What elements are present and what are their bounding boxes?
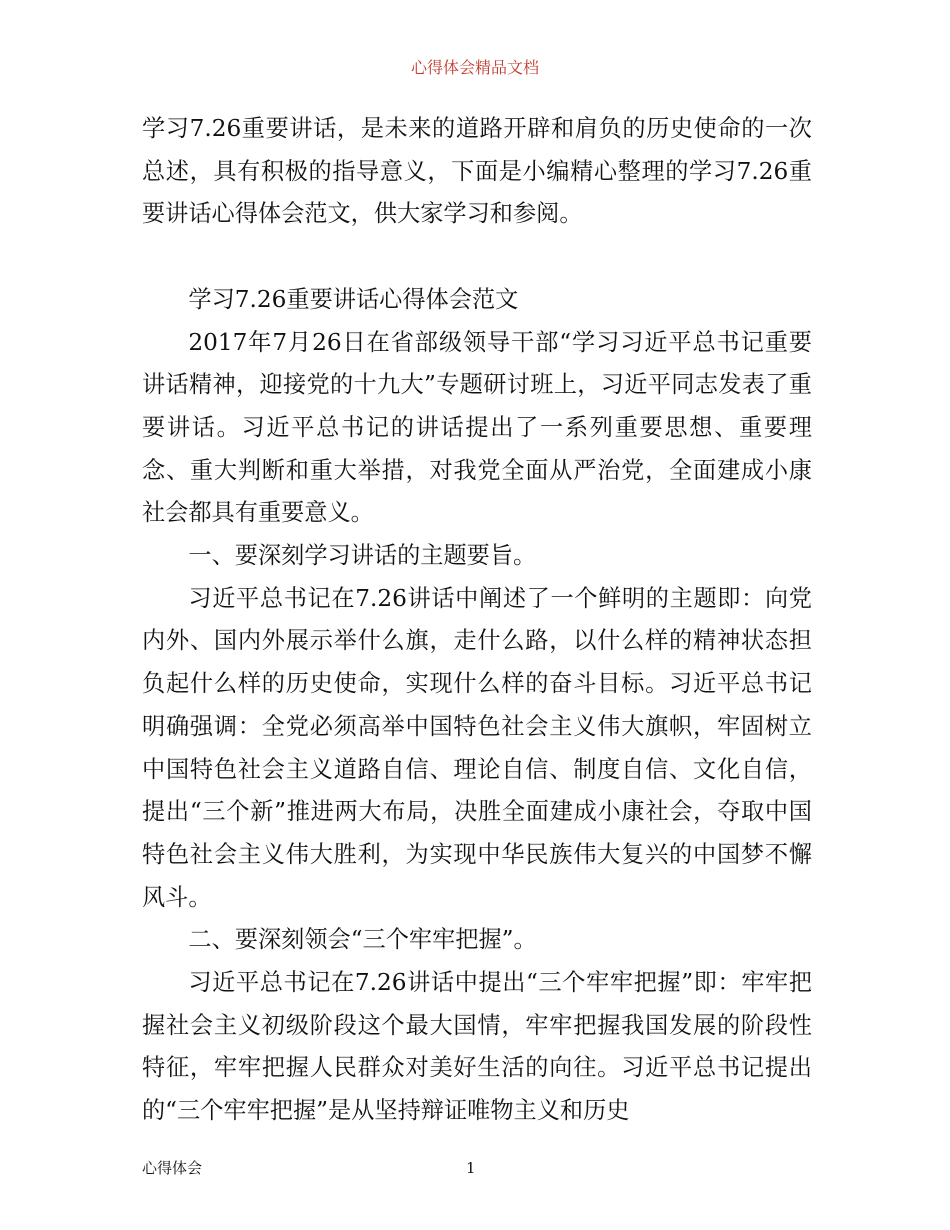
heading-2: 二、要深刻领会“三个牢牢把握”。	[188, 926, 537, 954]
intro-paragraph: 学习7.26重要讲话，是未来的道路开辟和肩负的历史使命的一次总述，具有积极的指导意义，下面是小编精心整理的学习7.26重要讲话心得体会范文，供大家学习和参阅。	[142, 115, 812, 228]
page-number: 1	[466, 1159, 476, 1177]
body-paragraph-3: 习近平总书记在7.26讲话中提出“三个牢牢把握”即：牢牢把握社会主义初级阶段这个最大国情，牢牢把握我国发展的阶段性特征，牢牢把握人民群众对美好生活的向往。习近平总书记提出的“三个牢牢把握”是从坚持辩证唯物主义和历史	[142, 969, 812, 1125]
document-body	[142, 108, 812, 1133]
footer-label: 心得体会	[142, 1159, 203, 1177]
section-title: 学习7.26重要讲话心得体会范文	[188, 285, 519, 313]
paragraph-spacer	[142, 236, 812, 279]
body-paragraph-1: 2017年7月26日在省部级领导干部“学习习近平总书记重要讲话精神，迎接党的十九大”专题研讨班上，习近平同志发表了重要讲话。习近平总书记的讲话提出了一系列重要思想、重要理念、重大判断和重大举措，对我党全面从严治党，全面建成小康社会都具有重要意义。	[142, 328, 812, 527]
heading-1: 一、要深刻学习讲话的主题要旨。	[188, 542, 537, 570]
page-header-title: 心得体会精品文档	[410, 58, 539, 77]
body-paragraph-2: 习近平总书记在7.26讲话中阐述了一个鲜明的主题即：向党内外、国内外展示举什么旗，走什么路，以什么样的精神状态担负起什么样的历史使命，实现什么样的奋斗目标。习近平总书记明确强调：全党必须高举中国特色社会主义伟大旗帜，牢固树立中国特色社会主义道路自信、理论自信、制度自信、文化自信，提出“三个新”推进两大布局，决胜全面建成小康社会，夺取中国特色社会主义伟大胜利，为实现中华民族伟大复兴的中国梦不懈风斗。	[142, 584, 812, 911]
